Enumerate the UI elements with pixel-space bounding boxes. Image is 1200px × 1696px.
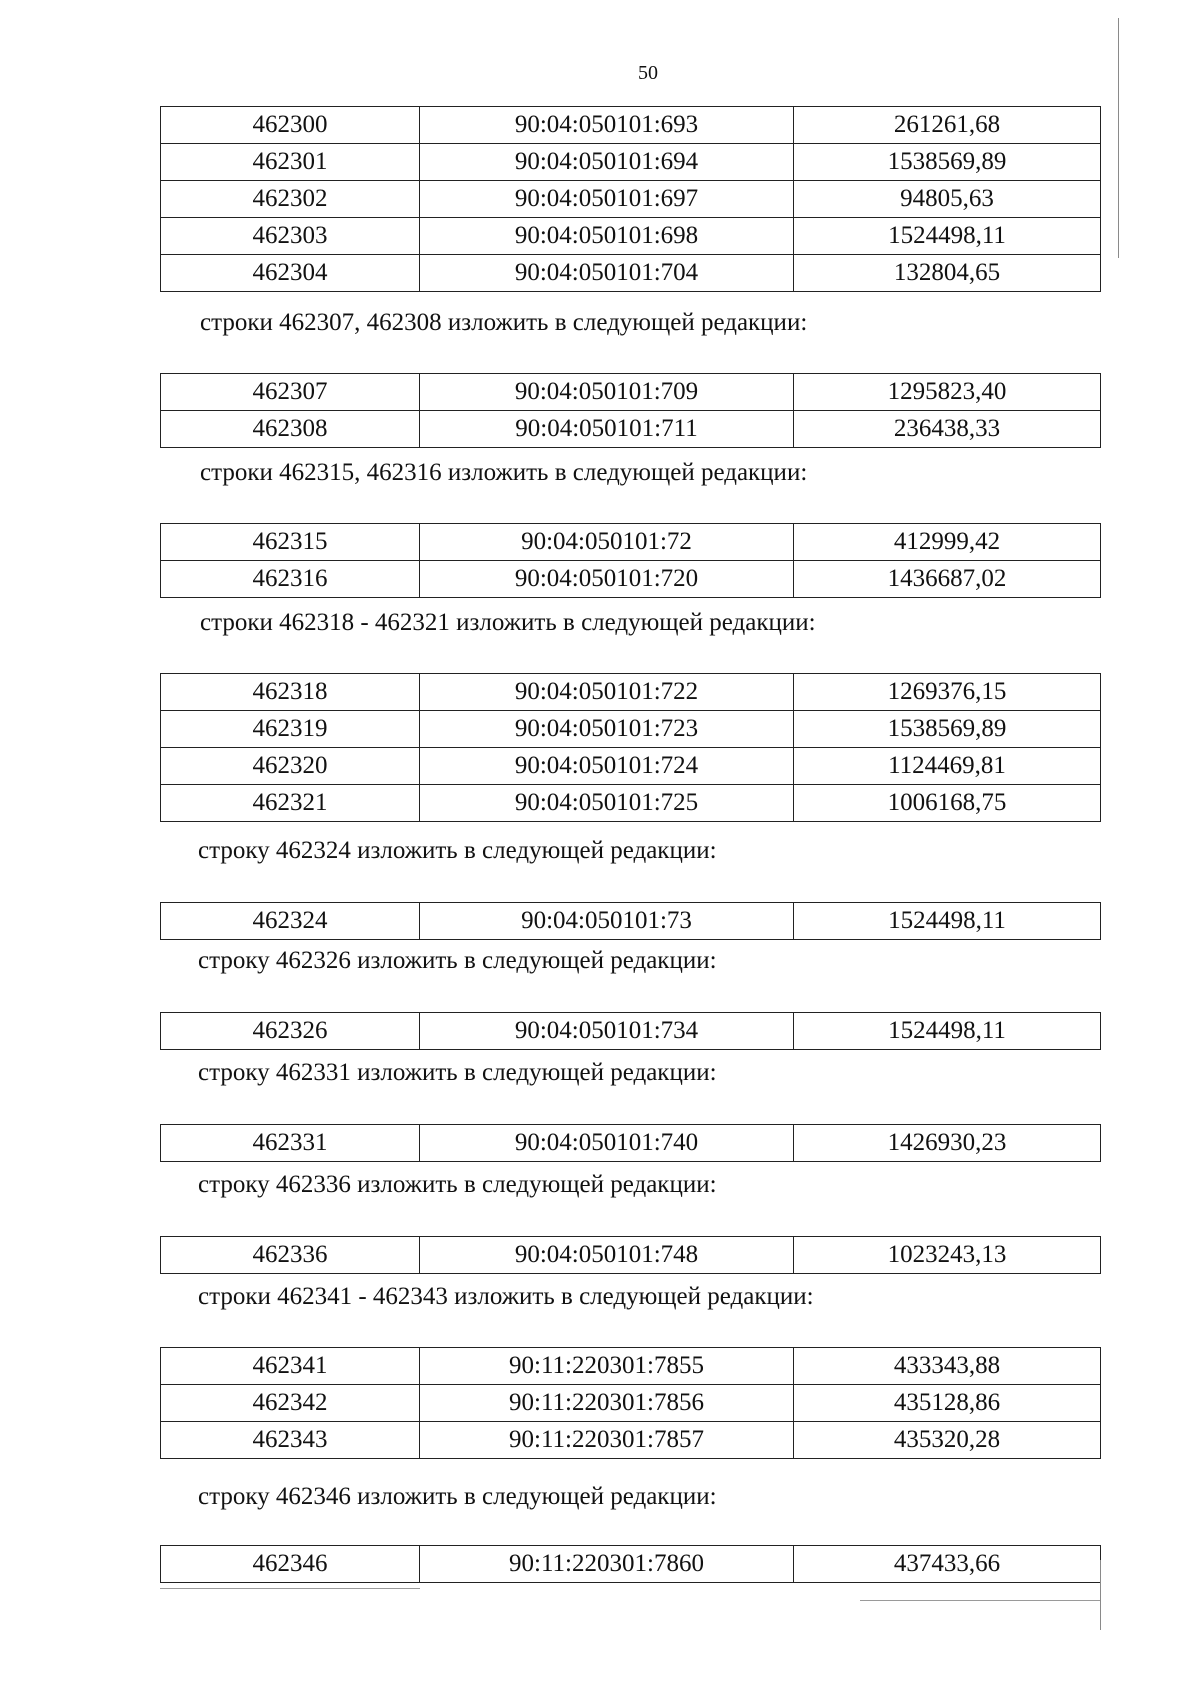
table-row: [161, 674, 1101, 711]
table-row: [161, 903, 1101, 940]
cadastral-number-cell: 90:04:050101:72: [420, 524, 794, 561]
cadastral-number-cell: 90:04:050101:734: [420, 1013, 794, 1050]
value-cell: 1524498,11: [794, 903, 1101, 940]
row-number-cell: 462302: [161, 181, 420, 218]
table-row: [161, 1546, 1101, 1583]
table-row: [161, 218, 1101, 255]
table-row: [161, 1385, 1101, 1422]
table-row: [161, 1125, 1101, 1162]
data-table: [160, 1545, 1101, 1583]
cadastral-number-cell: 90:04:050101:704: [420, 255, 794, 292]
cadastral-number-cell: 90:04:050101:73: [420, 903, 794, 940]
value-cell: 261261,68: [794, 107, 1101, 144]
row-number-cell: 462346: [161, 1546, 420, 1583]
cadastral-number-cell: 90:04:050101:748: [420, 1237, 794, 1274]
data-table: [160, 1236, 1101, 1274]
row-number-cell: 462326: [161, 1013, 420, 1050]
table-row: [161, 1422, 1101, 1459]
cadastral-number-cell: 90:04:050101:694: [420, 144, 794, 181]
value-cell: 132804,65: [794, 255, 1101, 292]
value-cell: 437433,66: [794, 1546, 1101, 1583]
row-number-cell: 462343: [161, 1422, 420, 1459]
data-table: [160, 902, 1101, 940]
cadastral-number-cell: 90:11:220301:7860: [420, 1546, 794, 1583]
data-table: [160, 1012, 1101, 1050]
section-intro: строку 462324 изложить в следующей редакции:: [198, 837, 717, 864]
cadastral-number-cell: 90:04:050101:697: [420, 181, 794, 218]
data-table: [160, 523, 1101, 598]
row-number-cell: 462315: [161, 524, 420, 561]
data-table: [160, 106, 1101, 292]
row-number-cell: 462316: [161, 561, 420, 598]
value-cell: 435320,28: [794, 1422, 1101, 1459]
table-row: [161, 1237, 1101, 1274]
cadastral-number-cell: 90:04:050101:723: [420, 711, 794, 748]
section-intro: строки 462318 - 462321 изложить в следующей редакции:: [200, 609, 816, 636]
cadastral-number-cell: 90:04:050101:722: [420, 674, 794, 711]
value-cell: 1538569,89: [794, 711, 1101, 748]
cadastral-number-cell: 90:04:050101:725: [420, 785, 794, 822]
table-row: [161, 107, 1101, 144]
row-number-cell: 462324: [161, 903, 420, 940]
row-number-cell: 462308: [161, 411, 420, 448]
value-cell: 1538569,89: [794, 144, 1101, 181]
table-row: [161, 144, 1101, 181]
value-cell: 1295823,40: [794, 374, 1101, 411]
table-row: [161, 785, 1101, 822]
row-number-cell: 462341: [161, 1348, 420, 1385]
value-cell: 433343,88: [794, 1348, 1101, 1385]
value-cell: 435128,86: [794, 1385, 1101, 1422]
cadastral-number-cell: 90:04:050101:740: [420, 1125, 794, 1162]
section-intro: строку 462336 изложить в следующей редакции:: [198, 1171, 717, 1198]
table-row: [161, 374, 1101, 411]
data-table: [160, 1347, 1101, 1459]
cadastral-number-cell: 90:04:050101:709: [420, 374, 794, 411]
row-number-cell: 462307: [161, 374, 420, 411]
value-cell: 412999,42: [794, 524, 1101, 561]
row-number-cell: 462319: [161, 711, 420, 748]
value-cell: 1124469,81: [794, 748, 1101, 785]
table-row: [161, 411, 1101, 448]
scan-dash: [160, 1588, 420, 1589]
row-number-cell: 462321: [161, 785, 420, 822]
row-number-cell: 462303: [161, 218, 420, 255]
row-number-cell: 462342: [161, 1385, 420, 1422]
value-cell: 236438,33: [794, 411, 1101, 448]
value-cell: 94805,63: [794, 181, 1101, 218]
table-row: [161, 711, 1101, 748]
value-cell: 1524498,11: [794, 1013, 1101, 1050]
table-row: [161, 1348, 1101, 1385]
table-row: [161, 181, 1101, 218]
value-cell: 1524498,11: [794, 218, 1101, 255]
row-number-cell: 462301: [161, 144, 420, 181]
section-intro: строку 462331 изложить в следующей редакции:: [198, 1059, 717, 1086]
cadastral-number-cell: 90:11:220301:7857: [420, 1422, 794, 1459]
data-table: [160, 673, 1101, 822]
section-intro: строки 462315, 462316 изложить в следующей редакции:: [200, 459, 808, 486]
cadastral-number-cell: 90:04:050101:720: [420, 561, 794, 598]
data-table: [160, 373, 1101, 448]
cadastral-number-cell: 90:04:050101:693: [420, 107, 794, 144]
table-row: [161, 1013, 1101, 1050]
cadastral-number-cell: 90:11:220301:7856: [420, 1385, 794, 1422]
row-number-cell: 462331: [161, 1125, 420, 1162]
data-table: [160, 1124, 1101, 1162]
row-number-cell: 462318: [161, 674, 420, 711]
table-row: [161, 748, 1101, 785]
value-cell: 1023243,13: [794, 1237, 1101, 1274]
row-number-cell: 462320: [161, 748, 420, 785]
page-number: 50: [638, 62, 658, 84]
cadastral-number-cell: 90:11:220301:7855: [420, 1348, 794, 1385]
cadastral-number-cell: 90:04:050101:724: [420, 748, 794, 785]
section-intro: строку 462346 изложить в следующей редакции:: [198, 1483, 717, 1510]
section-intro: строки 462341 - 462343 изложить в следующей редакции:: [198, 1283, 814, 1310]
cadastral-number-cell: 90:04:050101:698: [420, 218, 794, 255]
row-number-cell: 462300: [161, 107, 420, 144]
row-number-cell: 462336: [161, 1237, 420, 1274]
section-intro: строки 462307, 462308 изложить в следующей редакции:: [200, 309, 808, 336]
row-number-cell: 462304: [161, 255, 420, 292]
scan-edge-line: [1118, 18, 1119, 258]
table-row: [161, 524, 1101, 561]
table-row: [161, 255, 1101, 292]
scan-edge-line: [1100, 1560, 1101, 1630]
table-row: [161, 561, 1101, 598]
value-cell: 1436687,02: [794, 561, 1101, 598]
value-cell: 1426930,23: [794, 1125, 1101, 1162]
value-cell: 1269376,15: [794, 674, 1101, 711]
scan-dash: [860, 1600, 1100, 1601]
value-cell: 1006168,75: [794, 785, 1101, 822]
cadastral-number-cell: 90:04:050101:711: [420, 411, 794, 448]
section-intro: строку 462326 изложить в следующей редакции:: [198, 947, 717, 974]
